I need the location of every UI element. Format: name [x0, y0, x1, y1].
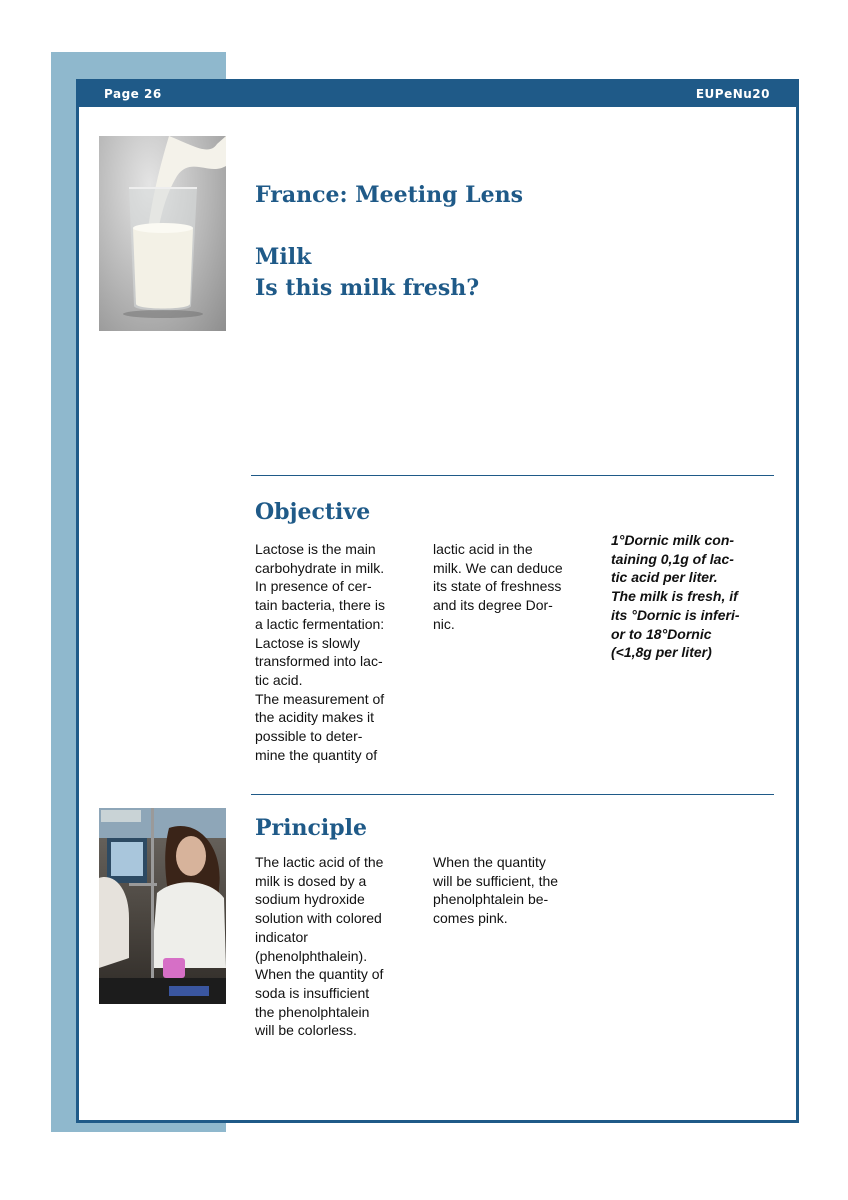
principle-heading: Principle [255, 815, 367, 841]
note-line: The milk is fresh, if [611, 588, 738, 605]
section-divider [251, 794, 774, 795]
objective-heading: Objective [255, 499, 371, 525]
note-line: (<1,8g per liter) [611, 644, 712, 661]
text-line: The lactic acid of the [255, 854, 384, 870]
text-line: milk is dosed by a [255, 872, 367, 889]
text-line: transformed into lac- [255, 653, 383, 670]
text-line: phenolphtalein be- [433, 891, 549, 908]
note-line: or to 18°Dornic [611, 625, 712, 642]
topic-title: Milk [255, 244, 312, 270]
milk-glass-icon [99, 136, 226, 331]
text-line: nic. [433, 615, 455, 632]
page-title: France: Meeting Lens [255, 182, 523, 208]
text-line: In presence of cer- [255, 578, 372, 595]
text-line: possible to deter- [255, 728, 363, 745]
page-frame [76, 79, 799, 1123]
text-line: Lactose is the main [255, 541, 376, 557]
objective-column-2 [433, 540, 593, 634]
text-line: carbohydrate in milk. [255, 559, 385, 576]
text-line: a lactic fermentation: [255, 615, 385, 632]
principle-column-2 [433, 853, 593, 928]
note-line: 1°Dornic milk con- [611, 532, 735, 548]
milk-glass-photo [99, 136, 226, 331]
text-line: the phenolphtalein [255, 1003, 370, 1020]
text-line: will be colorless. [255, 1022, 357, 1039]
text-line: milk. We can deduce [433, 559, 563, 576]
text-line: (phenolphthalein). [255, 947, 368, 964]
text-line: tic acid. [255, 671, 303, 688]
topic-question: Is this milk fresh? [255, 275, 480, 301]
text-line: its state of freshness [433, 578, 562, 595]
text-line: comes pink. [433, 910, 508, 927]
dornic-note [611, 531, 771, 662]
text-line: solution with colored [255, 910, 382, 927]
note-line: tic acid per liter. [611, 569, 718, 586]
text-line: lactic acid in the [433, 541, 533, 557]
text-line: Lactose is slowly [255, 634, 361, 651]
text-line: sodium hydroxide [255, 891, 365, 908]
text-line: and its degree Dor- [433, 597, 553, 614]
lab-scene-icon [99, 808, 226, 1004]
header-bar [79, 82, 796, 107]
objective-column-1 [255, 540, 415, 764]
newsletter-name: EUPeNu20 [695, 87, 770, 101]
text-line: soda is insufficient [255, 984, 370, 1001]
note-line: taining 0,1g of lac- [611, 550, 734, 567]
principle-column-1 [255, 853, 415, 1040]
text-line: will be sufficient, the [433, 872, 559, 889]
text-line: indicator [255, 928, 308, 945]
text-line: When the quantity of [255, 966, 384, 983]
note-line: its °Dornic is inferi- [611, 606, 740, 623]
section-divider [251, 475, 774, 476]
text-line: When the quantity [433, 854, 546, 870]
text-line: tain bacteria, there is [255, 597, 385, 614]
lab-students-photo [99, 808, 226, 1004]
text-line: The measurement of [255, 690, 385, 707]
text-line: the acidity makes it [255, 709, 375, 726]
text-line: mine the quantity of [255, 746, 378, 763]
page-number: Page 26 [104, 87, 162, 101]
